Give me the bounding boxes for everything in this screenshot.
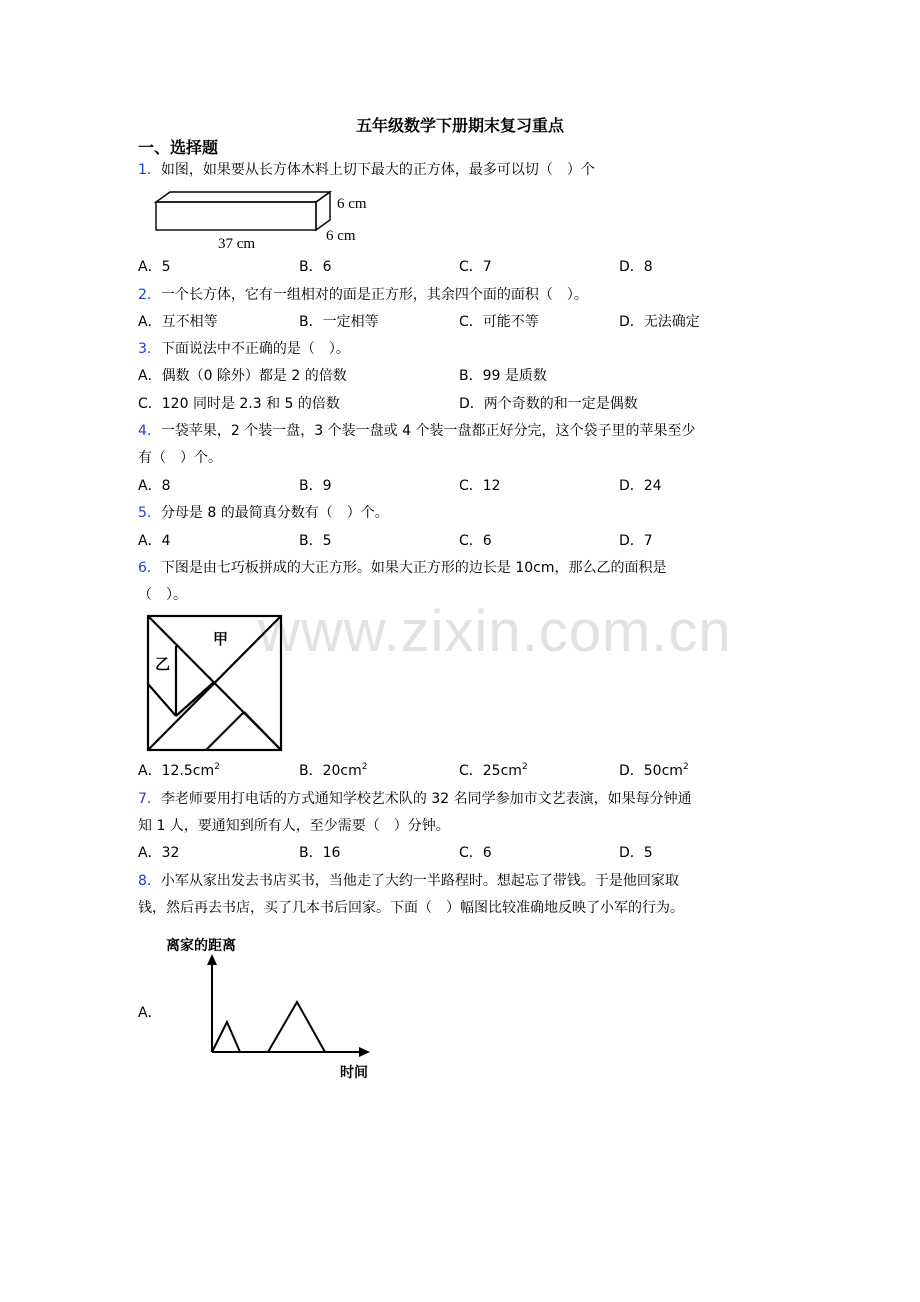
question-7 xyxy=(138,789,692,809)
option-d[interactable]: D．5 xyxy=(619,845,653,861)
option-a[interactable]: A． xyxy=(138,1005,162,1021)
question-7-line-2: 知 1 人，要通知到所有人，至少需要（ ）分钟。 xyxy=(138,818,450,834)
option-d[interactable]: D．两个奇数的和一定是偶数 xyxy=(459,396,638,412)
question-text: 下面说法中不正确的是（ ）。 xyxy=(160,341,350,357)
question-number: 2． xyxy=(138,287,161,303)
cuboid-figure xyxy=(150,188,380,252)
option-a[interactable]: A．偶数（0 除外）都是 2 的倍数 xyxy=(138,368,347,384)
label-yi: 乙 xyxy=(155,655,171,673)
question-8 xyxy=(138,871,679,891)
option-d[interactable]: D．7 xyxy=(619,533,653,549)
option-c[interactable]: C．$25cm^2$ xyxy=(459,762,528,779)
question-number: 5． xyxy=(138,505,161,521)
question-number: 7． xyxy=(138,791,161,807)
y-axis-arrow xyxy=(207,954,217,965)
question-text: 分母是 8 的最简真分数有（ ）个。 xyxy=(160,505,389,521)
question-5 xyxy=(138,503,389,523)
option-d[interactable]: D．24 xyxy=(619,478,662,494)
question-text: 一袋苹果，2 个装一盘，3 个装一盘或 4 个装一盘都正好分完，这个袋子里的苹果至少 xyxy=(160,423,696,439)
watermark: www.zixin.com.cn xyxy=(258,599,732,664)
option-b[interactable]: B．5 xyxy=(299,533,332,549)
question-8-line-2: 钱，然后再去书店，买了几本书后回家。下面（ ）幅图比较准确地反映了小军的行为。 xyxy=(138,900,684,916)
y-axis-label: 离家的距离 xyxy=(166,938,236,954)
option-b[interactable]: B．6 xyxy=(299,259,332,275)
option-d[interactable]: D．8 xyxy=(619,259,653,275)
option-a[interactable]: A．8 xyxy=(138,478,171,494)
question-2 xyxy=(138,285,588,305)
option-c[interactable]: C．12 xyxy=(459,478,501,494)
distance-time-graph xyxy=(160,932,390,1082)
option-b[interactable]: B．9 xyxy=(299,478,332,494)
question-6 xyxy=(138,558,667,578)
section-heading-choice: 一、选择题 xyxy=(138,138,219,157)
question-4-line-2: 有（ ）个。 xyxy=(138,450,222,466)
question-text: 下图是由七巧板拼成的大正方形。如果大正方形的边长是 10cm，那么乙的面积是 xyxy=(160,560,667,576)
option-a[interactable]: A．32 xyxy=(138,845,180,861)
question-6-line-2: （ ）。 xyxy=(138,587,187,603)
option-d[interactable]: D．$50cm^2$ xyxy=(619,762,689,779)
option-a[interactable]: A．5 xyxy=(138,259,171,275)
height-label: 6 cm xyxy=(337,196,367,212)
x-axis-label: 时间 xyxy=(340,1065,368,1081)
option-b[interactable]: B．一定相等 xyxy=(299,314,379,330)
question-3 xyxy=(138,339,350,359)
option-b[interactable]: B．$20cm^2$ xyxy=(299,762,368,779)
tangram-figure xyxy=(146,614,284,754)
x-axis-arrow xyxy=(359,1047,370,1057)
question-text: 李老师要用打电话的方式通知学校艺术队的 32 名同学参加市文艺表演，如果每分钟通 xyxy=(160,791,692,807)
option-b[interactable]: B．99 是质数 xyxy=(459,368,547,384)
question-text: 小军从家出发去书店买书，当他走了大约一半路程时。想起忘了带钱。于是他回家取 xyxy=(160,873,679,889)
question-text: 如图，如果要从长方体木料上切下最大的正方体，最多可以切（ ）个 xyxy=(160,162,595,178)
option-c[interactable]: C．7 xyxy=(459,259,492,275)
label-jia: 甲 xyxy=(213,630,229,648)
option-a[interactable]: A．互不相等 xyxy=(138,314,218,330)
page-title: 五年级数学下册期末复习重点 xyxy=(355,116,564,135)
question-number: 3． xyxy=(138,341,161,357)
option-c[interactable]: C．6 xyxy=(459,845,492,861)
option-a[interactable]: A．$12.5cm^2$ xyxy=(138,762,220,779)
option-b[interactable]: B．16 xyxy=(299,845,341,861)
option-a[interactable]: A．4 xyxy=(138,533,171,549)
option-c[interactable]: C．可能不等 xyxy=(459,314,539,330)
question-1 xyxy=(138,160,595,180)
question-number: 4． xyxy=(138,423,161,439)
question-number: 6． xyxy=(138,560,161,576)
option-c[interactable]: C．6 xyxy=(459,533,492,549)
question-number: 1． xyxy=(138,162,161,178)
length-label: 37 cm xyxy=(218,236,256,252)
question-text: 一个长方体，它有一组相对的面是正方形，其余四个面的面积（ ）。 xyxy=(160,287,588,303)
depth-label: 6 cm xyxy=(326,228,356,244)
option-d[interactable]: D．无法确定 xyxy=(619,314,700,330)
option-c[interactable]: C．120 同时是 2.3 和 5 的倍数 xyxy=(138,396,340,412)
question-4 xyxy=(138,421,695,441)
question-number: 8． xyxy=(138,873,161,889)
